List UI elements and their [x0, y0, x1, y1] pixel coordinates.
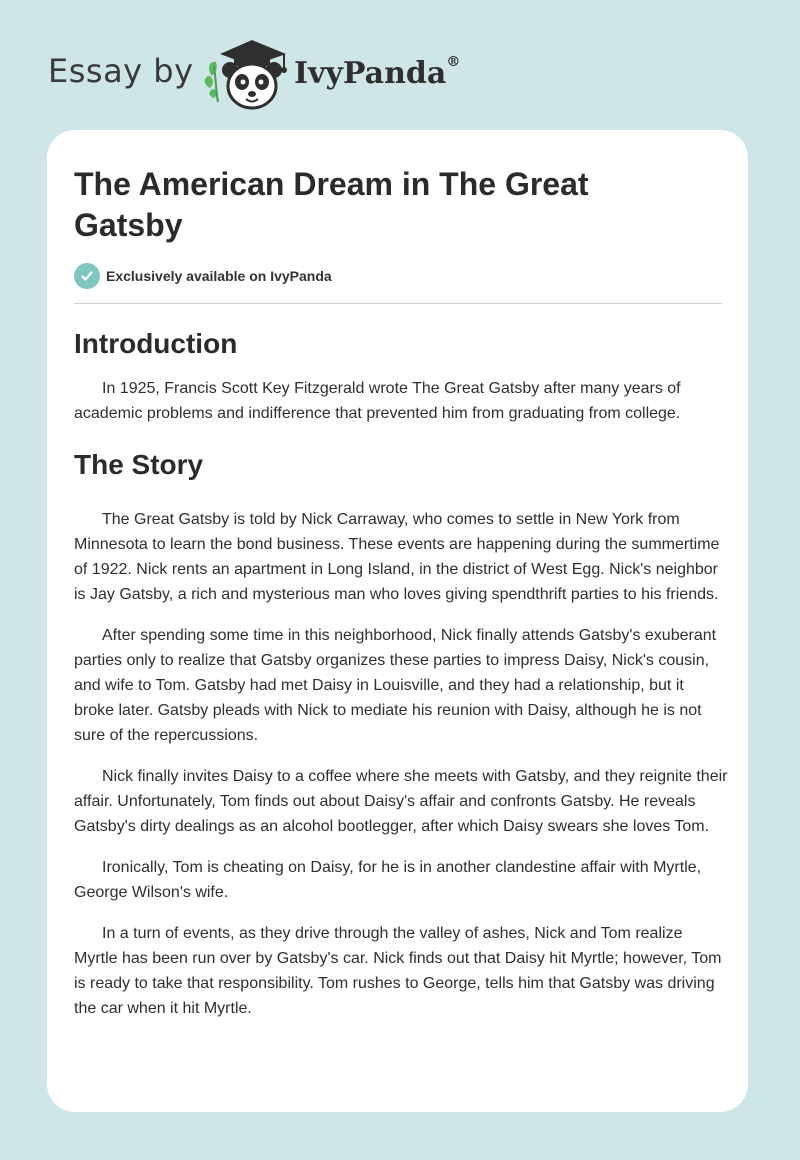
- paragraph: Ironically, Tom is cheating on Daisy, for he is in another clandestine affair with Myrtle, George Wilson's wife.: [74, 859, 702, 901]
- paragraph: The Great Gatsby is told by Nick Carraway, who comes to settle in New York from Minnesota to learn the bond business. These events are happening during the summertime of 1922. Nick rents an apartment in Long Island, in the district of West Egg. Nick's neighbor is Jay Gatsby, a rich and mysterious man who loves giving spendthrift parties to his friends.: [74, 511, 720, 603]
- divider: [74, 303, 722, 304]
- exclusive-badge: [74, 263, 332, 289]
- essay-card: [47, 130, 748, 1112]
- paragraph: After spending some time in this neighborhood, Nick finally attends Gatsby's exuberant parties only to realize that Gatsby organizes these parties to impress Daisy, Nick's cousin, and wife to Tom. Gatsby had met Daisy in Louisville, and they had a relationship, but it broke later. Gatsby pleads with Nick to mediate his reunion with Daisy, although he is not sure of the repercussions.: [74, 627, 717, 744]
- panda-logo-icon[interactable]: [202, 36, 294, 114]
- brand-name: IvyPanda: [294, 56, 447, 91]
- section-heading-introduction: Introduction: [74, 328, 238, 359]
- paragraph: In a turn of events, as they drive through the valley of ashes, Nick and Tom realize Myrtle has been run over by Gatsby's car. Nick finds out that Daisy hit Myrtle; however, Tom is ready to take that responsibility. Tom rushes to George, tells him that Gatsby was driving the car when it hit Myrtle.: [74, 925, 722, 1017]
- page-title: The American Dream in The Great Gatsby: [74, 166, 589, 243]
- site-header: [48, 30, 528, 110]
- paragraph: In 1925, Francis Scott Key Fitzgerald wrote The Great Gatsby after many years of academic problems and indifference that prevented him from graduating from college.: [74, 380, 681, 422]
- paragraph: Nick finally invites Daisy to a coffee where she meets with Gatsby, and they reignite their affair. Unfortunately, Tom finds out about Daisy's affair and confronts Gatsby. He reveals Gatsby's dirty dealings as an alcohol bootlegger, after which Daisy swears she loves Tom.: [74, 768, 728, 835]
- essay-body: [74, 320, 728, 1021]
- section-heading-the-story: The Story: [74, 449, 204, 480]
- exclusive-badge-label: Exclusively available on IvyPanda: [106, 268, 332, 284]
- checkmark-icon: [74, 263, 100, 289]
- brand-logo-text[interactable]: [294, 56, 460, 91]
- registered-mark: ®: [446, 54, 461, 70]
- essay-by-label: Essay by: [48, 52, 194, 90]
